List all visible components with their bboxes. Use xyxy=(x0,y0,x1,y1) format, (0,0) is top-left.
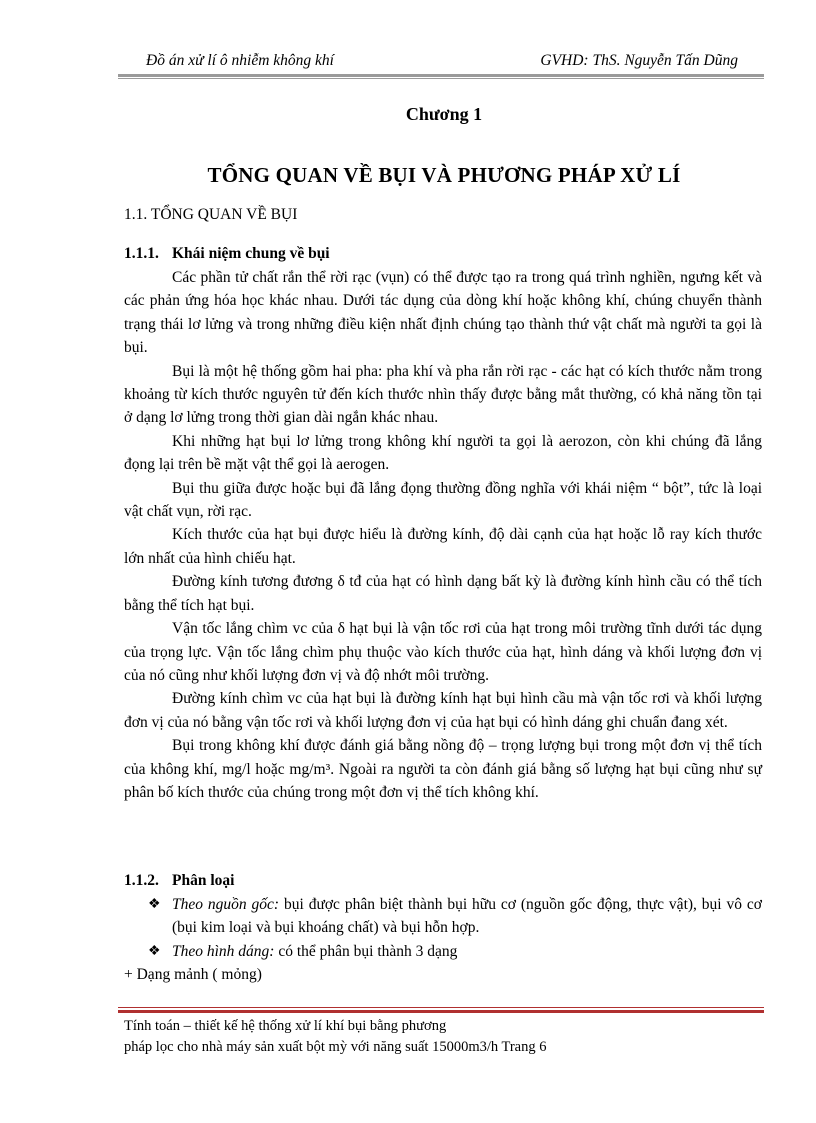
paragraph: Các phần tử chất rắn thể rời rạc (vụn) có thể được tạo ra trong quá trình nghiền, ngưng kết và các phản ứng hóa học khác nhau. Dưới tác dụng của dòng khí hoặc không khí, chúng chuyển thành trạng thái lơ lửng và trong những điều kiện nhất định chúng tạo thành thứ vật chất mà người ta gọi là bụi. xyxy=(124,269,762,357)
subsection-title: Phân loại xyxy=(172,872,235,889)
paragraph: Đường kính tương đương δ tđ của hạt có hình dạng bất kỳ là đường kính hình cầu có thể tích bằng thể tích hạt bụi. xyxy=(124,573,762,614)
subsection-number: 1.1.1. xyxy=(124,245,159,262)
footer-line-1: Tính toán – thiết kế hệ thống xử lí khí bụi bằng phương xyxy=(124,1018,447,1034)
paragraph: Khi những hạt bụi lơ lửng trong không khí người ta gọi là aerozon, còn khi chúng đã lắng đọng lại trên bề mặt vật thể gọi là aerogen. xyxy=(124,432,762,474)
list-item xyxy=(124,940,762,963)
list-item xyxy=(124,893,762,940)
subsection-heading-1 xyxy=(124,245,330,263)
page-header xyxy=(118,52,764,72)
header-document-title: Đồ án xử lí ô nhiễm không khí xyxy=(146,52,334,69)
paragraph: Đường kính chìm vc của hạt bụi là đường kính hạt bụi hình cầu mà vận tốc rơi và khối lượng đơn vị của nó bằng vận tốc rơi và khối lượng đơn vị của hạt bụi có hình dáng ghi chuẩn đang xét. xyxy=(124,690,762,731)
footer-line-2: pháp lọc cho nhà máy sản xuất bột mỳ với năng suất 15000m3/h Trang 6 xyxy=(124,1039,547,1055)
classification-list xyxy=(124,893,762,987)
paragraph: Bụi là một hệ thống gồm hai pha: pha khí và pha rắn rời rạc - các hạt có kích thước nằm trong khoảng từ kích thước nguyên tử đến kích thước nhìn thấy được bằng mắt thường, có khả năng tồn tại ở dạng lơ lửng trong thời gian dài ngắn khác nhau. xyxy=(124,362,762,427)
bullet-text: bụi được phân biệt thành bụi hữu cơ (nguồn gốc động, thực vật), bụi vô cơ (bụi kim loại và bụi khoáng chất) và bụi hỗn hợp. xyxy=(172,896,762,937)
page-footer xyxy=(124,1016,546,1058)
paragraph: Vận tốc lắng chìm vc của δ hạt bụi là vận tốc rơi của hạt trong môi trường tĩnh dưới tác dụng của trọng lực. Vận tốc lắng chìm phụ thuộc vào kích thước của hạt, hình dáng và khối lượng đơn vị của nó cũng như khối lượng đơn vị và độ nhớt môi trường. xyxy=(124,620,762,684)
subsection-title: Khái niệm chung về bụi xyxy=(172,245,330,262)
footer-rule xyxy=(118,1007,764,1013)
header-supervisor: GVHD: ThS. Nguyễn Tấn Dũng xyxy=(540,52,738,69)
section-heading: 1.1. TỔNG QUAN VỀ BỤI xyxy=(124,206,298,223)
plus-line: + Dạng mảnh ( mỏng) xyxy=(124,966,262,984)
diamond-bullet-icon: ❖ xyxy=(148,943,161,959)
header-rule xyxy=(118,74,764,79)
diamond-bullet-icon: ❖ xyxy=(148,897,161,912)
subsection-number: 1.1.2. xyxy=(124,872,159,889)
bullet-lead: Theo hình dáng: xyxy=(172,942,275,960)
subsection-heading-2 xyxy=(124,872,234,890)
body-text xyxy=(124,266,762,804)
paragraph: Kích thước của hạt bụi được hiểu là đường kính, độ dài cạnh của hạt hoặc lỗ ray kích thước lớn nhất của hình chiếu hạt. xyxy=(124,526,762,567)
bullet-lead: Theo nguồn gốc: xyxy=(172,896,280,913)
paragraph: Bụi trong không khí được đánh giá bằng nồng độ – trọng lượng bụi trong một đơn vị thể tích của không khí, mg/l hoặc mg/m³. Ngoài ra người ta còn đánh giá bằng số lượng hạt bụi cũng như sự phân bố kích thước của chúng trong một đơn vị thể tích không khí. xyxy=(124,737,762,801)
paragraph: Bụi thu giữa được hoặc bụi đã lắng đọng thường đồng nghĩa với khái niệm “ bột”, tức là loại vật chất vụn, rời rạc. xyxy=(124,479,762,521)
chapter-title: TỔNG QUAN VỀ BỤI VÀ PHƯƠNG PHÁP XỬ LÍ xyxy=(207,163,681,187)
bullet-text: có thể phân bụi thành 3 dạng xyxy=(274,942,458,960)
chapter-label: Chương 1 xyxy=(405,104,483,124)
